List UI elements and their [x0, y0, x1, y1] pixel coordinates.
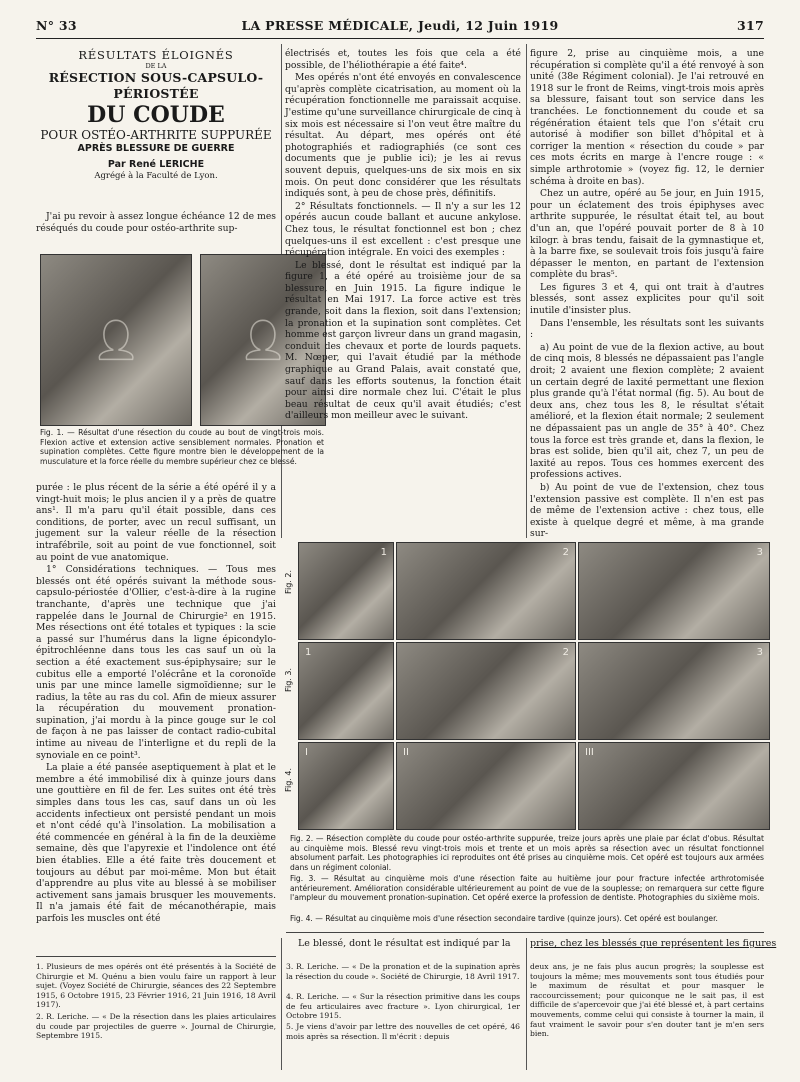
fig4-panel-3 — [578, 742, 770, 830]
title-line: RÉSULTATS ÉLOIGNÉS — [78, 48, 234, 62]
footnote: 3. R. Leriche. — « De la pronation et de la supination après la résection du coude ». Société de Chirurgie, 18 Avril 1917. — [286, 962, 520, 981]
fig4-panel-2 — [396, 742, 576, 830]
paragraph: 2° Résultats fonctionnels. — Il n'y a sur les 12 opérés aucun coude ballant et aucune ankylose. Chez tous, le résultat fonctionnel est bon ; chez quelques-uns il est excellent : c'est presque une récupération intégrale. En voici des exemples : — [285, 200, 521, 259]
footnote: 1. Plusieurs de mes opérés ont été présentés à la Société de Chirurgie et M. Quénu a bien voulu faire un rapport à leur sujet. (Voyez Société de Chirurgie, séances des 22 Septembre 1915, 6 Octobre 1915, 23 Février 1916, 21 Juin 1916, 18 Avril 1917). — [36, 962, 276, 1010]
panel-number: 2 — [562, 547, 569, 558]
intro-text — [36, 211, 276, 237]
title-main: DU COUDE — [87, 102, 225, 128]
person-figure-icon: 👤︎ — [90, 317, 142, 364]
fig4-panel-1 — [298, 742, 394, 830]
fig2-caption: Fig. 2. — Résection complète du coude pour ostéo-arthrite suppurée, treize jours après une plaie par éclat d'obus. Résultat au cinquième mois. Blessé revu vingt-trois mois et trente et un mois après sa résection avec un résultat fonctionnel absolument parfait. Les photographies ici reproduites ont été prises au cinquième mois. Cet opéré est toujours aux armées dans un régiment colonial. — [290, 834, 764, 872]
column-rule — [526, 44, 527, 538]
column-rule — [281, 938, 282, 1070]
title-line: DE LA — [145, 62, 167, 70]
paragraph: Dans l'ensemble, les résultats sont les suivants : — [530, 317, 764, 341]
panel-number: 1 — [305, 647, 312, 658]
paragraph: Mes opérés n'ont été envoyés en convalescence qu'après complète cicatrisation, au moment où la récupération fonctionnelle me paraissait acquise. J'estime qu'une surveillance chirurgicale de cinq à six mois est nécessaire si l'on veut être maître du résultat. Au départ, mes opérés ont été photographiés et radiographiés (ce sont ces documents que je publie ici); je les ai revus souvent depuis, quelques-uns de six mois en six mois. On peut donc considérer que les résultats indiqués sont, à peu de chose près, définitifs. — [285, 72, 521, 200]
panel-number: 3 — [756, 647, 763, 658]
fig4-caption: Fig. 4. — Résultat au cinquième mois d'une résection secondaire tardive (quinze jours). Cet opéré est boulanger. — [290, 914, 718, 923]
fig2-side-label: Fig. 2. — [284, 570, 293, 595]
panel-number: 1 — [380, 547, 387, 558]
header-rule — [36, 38, 764, 39]
panel-number: III — [585, 747, 594, 758]
footnote: 2. R. Leriche. — « De la résection dans les plaies articulaires du coude par projectiles de guerre ». Journal de Chirurgie, Septembre 1915. — [36, 1012, 276, 1041]
paragraph: 1° Considérations techniques. — Tous mes blessés ont été opérés suivant la méthode sous-capsulo-périostée d'Ollier, c'est-à-dire à la rugine tranchante, d'après une technique que j'ai rappelée dans le Journal de Chirurgie² en 1915. Mes résections ont été totales et typiques : la scie a passé sur l'humérus dans la ligne épicondylo-épitrochléenne dans tous les cas sauf un où la section a été exactement sus-épiphysaire; sur le cubitus elle a emporté l'olécrâne et la coronoïde unis par une mince lamelle sigmoïdienne; sur le radius, la tête au ras du col. Afin de mieux assurer la récupération du mouvement pronation-supination, j'ai mordu à la pince gouge sur le col de façon à ne pas laisser de contact radio-cubital intime au niveau de l'interligne et du repli de la synoviale en ce point³. — [36, 564, 276, 761]
panel-number: 3 — [756, 547, 763, 558]
title-line: POUR OSTÉO-ARTHRITE SUPPURÉE — [40, 128, 272, 142]
paragraph: électrisés et, toutes les fois que cela a été possible, de l'héliothérapie a été faite⁴. — [285, 48, 521, 71]
journal-title: LA PRESSE MÉDICALE, Jeudi, 12 Juin 1919 — [241, 18, 559, 33]
footnote: 5. Je viens d'avoir par lettre des nouvelles de cet opéré, 46 mois après sa résection. Il m'écrit : depuis — [286, 1022, 520, 1041]
person-figure-icon: 👤︎ — [237, 317, 289, 364]
panel-number: 2 — [562, 647, 569, 658]
fig2-panel-1 — [298, 542, 394, 640]
column-rule — [526, 938, 527, 1070]
paragraph: Le blessé, dont le résultat est indiqué par la figure 1, a été opéré au troisième jour de sa blessure, en Juin 1915. La figure indique le résultat en Mai 1917. La force active est très grande, soit dans la flexion, soit dans l'extension; la pronation et la supination sont complètes. Cet homme est garçon livreur dans un grand magasin, conduit des chevaux et porte de lourds paquets. M. Nœper, qui l'avait étudié par la méthode graphique au Grand Palais, avait constaté que, sauf dans les efforts soutenus, la fonction était pour ainsi dire normale chez lui. C'était le plus beau résultat de ceux qu'il avait étudiés; c'est d'ailleurs mon meilleur avec le suivant. — [285, 259, 521, 422]
title-line: APRÈS BLESSURE DE GUERRE — [77, 143, 235, 154]
page-number: N° 33 — [36, 18, 77, 33]
paragraph: Chez un autre, opéré au 5e jour, en Juin 1915, pour un éclatement des trois épiphyses avec arthrite suppurée, le résultat était tel, au bout d'un an, que l'opéré pouvait porter de 8 à 10 kilogr. à bras tendu, faisait de la gymnastique et, à la barre fixe, se soulevait trois fois jusqu'à faire dépasser le menton, en partant de l'extension complète du bras⁵. — [530, 188, 764, 281]
paragraph: a) Au point de vue de la flexion active, au bout de cinq mois, 8 blessés ne dépassaient pas l'angle droit; 2 avaient une flexion complète; 2 avaient un certain degré de laxité permettant une flexion plus grande qu'à l'état normal (fig. 5). Au bout de deux ans, chez tous les 8, le résultat s'était amélioré, et la flexion était normale; 2 seulement ne dépassaient pas un angle de 35° à 40°. Chez tous la force est très grande et, dans la flexion, le bras est solide, bien qu'il ait, chez 7, un peu de laxité au repos. Tous ces hommes exercent des professions actives. — [530, 341, 764, 481]
fig1-caption: Fig. 1. — Résultat d'une résection du coude au bout de vingt-trois mois. Flexion active et extension active sensiblement normales. Pronation et supination complètes. Cette figure montre bien le développement de la musculature et la force réelle du membre supérieur chez ce blessé. — [40, 428, 324, 466]
paragraph: J'ai pu revoir à assez longue échéance 12 de mes réséqués du coude pour ostéo-arthrite sup- — [36, 211, 276, 234]
fig2-panel-2 — [396, 542, 576, 640]
fig2-panel-3 — [578, 542, 770, 640]
paragraph: b) Au point de vue de l'extension, chez tous l'extension passive est complète. Il n'en est pas de même de l'extension active : chez tous, elle existe à quelque degré et même, à ma grande sur- — [530, 481, 764, 540]
figure-rule — [286, 932, 764, 933]
column-2-body — [285, 48, 521, 528]
title-line: RÉSECTION SOUS-CAPSULO-PÉRIOSTÉE — [48, 70, 264, 101]
footnote-rule — [36, 956, 276, 957]
text-line: Le blessé, dont le résultat est indiqué par la — [298, 938, 511, 949]
paragraph: La plaie a été pansée aseptiquement à plat et le membre a été immobilisé dix à quinze jours dans une gouttière en fil de fer. Les suites ont été très simples dans tous les cas, sauf dans un où les accidents infectieux ont persisté pendant un mois et n'ont cédé qu'à l'insolation. La mobilisation a été commencée en général à la fin de la deuxième semaine, dès que l'apyrexie et l'indolence ont été bien établies. Elle a été faite très doucement et toujours au début par moi-même. Mon but était d'apprendre au plus vite au blessé à se mobiliser activement sans jamais brusquer les mouvements. Il n'a jamais été fait de mécanothérapie, mais parfois les muscles ont été — [36, 762, 276, 924]
paragraph: figure 2, prise au cinquième mois, a une récupération si complète qu'il a été renvoyé à son unité (38e Régiment colonial). Je l'ai retrouvé en 1918 sur le front de Reims, vingt-trois mois après sa blessure, faisant tout son service dans les tranchées. Le fonctionnement du coude et sa régénération étaient tels que l'on s'était cru autorisé à modifier son billet d'hôpital et à corriger la mention « résection du coude » par ces mots écrits en marge à l'encre rouge : « simple arthrotomie » (voyez fig. 12, le dernier schéma à droite en bas). — [530, 48, 764, 187]
fig3-panel-2 — [396, 642, 576, 740]
author: Par René LERICHE — [107, 159, 205, 170]
paragraph: purée : le plus récent de la série a été opéré il y a vingt-huit mois; le plus ancien il y a près de quatre ans¹. Il m'a paru qu'il était possible, dans ces conditions, de porter, avec un recul suffisant, un jugement sur la valeur réelle de la résection intrafébrile, soit au point de vue fonctionnel, soit au point de vue anatomique. — [36, 482, 276, 563]
footnote: 4. R. Leriche. — « Sur la résection primitive dans les coups de feu articulaires avec fracture ». Lyon chirurgical, 1er Octobre 1915. — [286, 992, 520, 1021]
text-line: prise, chez les blessés que représentent les figures — [530, 938, 777, 949]
fig3-panel-1 — [298, 642, 394, 740]
article-title-block — [36, 48, 276, 182]
fig4-side-label: Fig. 4. — [284, 768, 293, 793]
fig3-side-label: Fig. 3. — [284, 668, 293, 693]
panel-number: II — [403, 747, 409, 758]
fig3-caption: Fig. 3. — Résultat au cinquième mois d'une résection faite au huitième jour pour fracture infectée arthrotomisée antérieurement. Amélioration considérable ultérieurement au point de vue de la souplesse; on remarquera sur cette figure l'ampleur du mouvement pronation-supination. Cet opéré exerce la profession de dentiste. Photographies du sixième mois. — [290, 874, 764, 903]
column-3-body — [530, 48, 764, 540]
affiliation: Agrégé à la Faculté de Lyon. — [94, 171, 218, 181]
footnote-continuation: deux ans, je ne fais plus aucun progrès; la souplesse est toujours la même; mes mouvements sont tous étudiés pour le maximum de résultat et pour masquer le raccourcissement; pour quiconque ne le sait pas, il est difficile de s'apercevoir que j'ai été blessé et, à part certains mouvements, comme celui qui consiste à tourner la main, il faut vraiment le savoir pour s'en douter tant je m'en sers bien. — [530, 962, 764, 1039]
column-1-body — [36, 482, 276, 952]
fig3-panel-3 — [578, 642, 770, 740]
panel-number: I — [305, 747, 308, 758]
paragraph: Les figures 3 et 4, qui ont trait à d'autres blessés, sont assez explicites pour qu'il soit inutile d'insister plus. — [530, 281, 764, 317]
page-number-right: 317 — [737, 18, 764, 33]
fig1-photo-left — [40, 254, 192, 426]
running-header — [36, 14, 764, 36]
